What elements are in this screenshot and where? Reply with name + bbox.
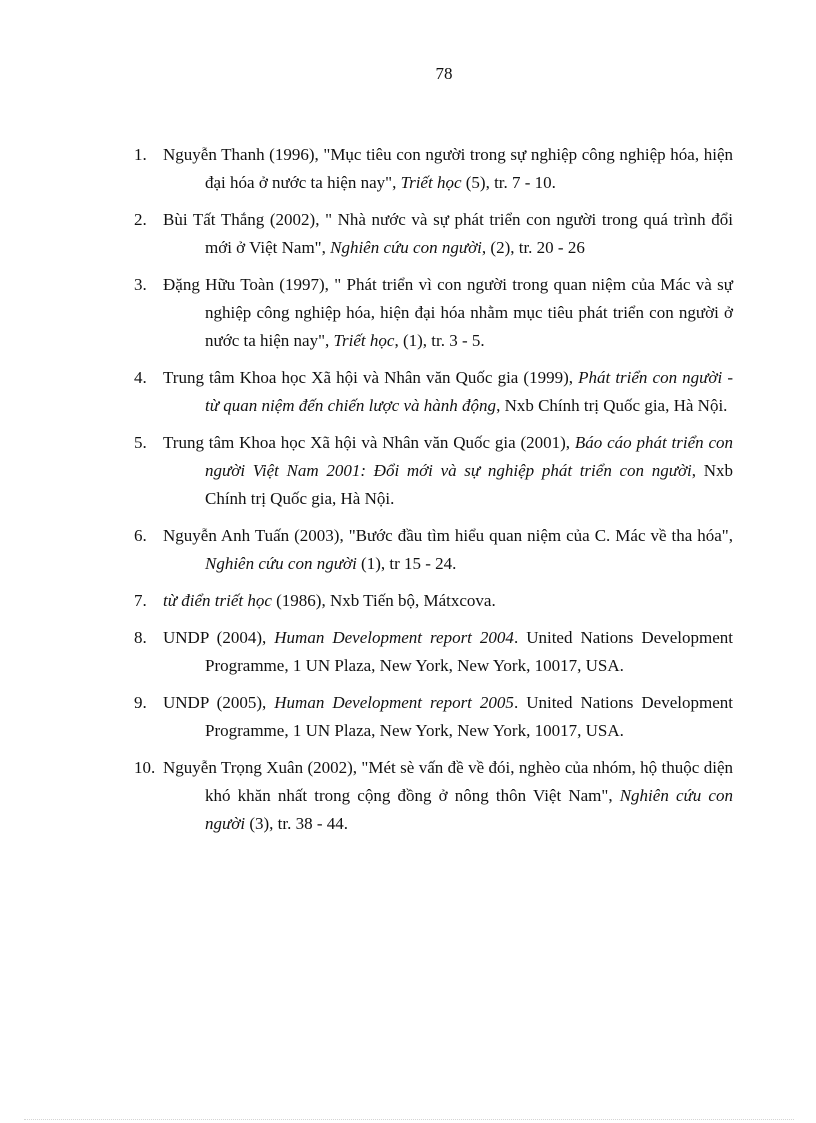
reference-text-part: Bùi Tất Thắng (2002), " Nhà nước và sự phát triển con người trong quá trình đổi mới ở Việt Nam", [163, 210, 733, 257]
reference-number: 8. [134, 628, 147, 647]
reference-text-part: UNDP (2004), [163, 628, 275, 647]
reference-title: Báo cáo phát triển con người Việt Nam 2001: Đổi mới và sự nghiệp phát triển con người [205, 433, 733, 480]
reference-text-part: Nguyễn Trọng Xuân (2002), "Mét sè vấn đề về đói, nghèo của nhóm, hộ thuộc diện khó khăn nhất trong cộng đồng ở nông thôn Việt Nam", [163, 758, 733, 805]
reference-item [0, 271, 816, 355]
reference-title: Phát triển con người - từ quan niệm đến chiến lược và hành động [205, 368, 733, 415]
reference-title: Triết học [400, 173, 462, 192]
reference-item [0, 429, 816, 513]
reference-item [0, 522, 816, 578]
reference-text [163, 271, 733, 355]
reference-number: 6. [134, 526, 147, 545]
reference-number: 1. [134, 145, 147, 164]
reference-text-part: Đặng Hữu Toàn (1997), " Phát triển vì con người trong quan niệm của Mác và sự nghiệp công nghiệp hóa, hiện đại hóa nhằm mục tiêu phát triển con người ở nước ta hiện nay", [163, 275, 733, 350]
reference-number: 4. [134, 368, 147, 387]
reference-text-part: . United Nations Development Programme, 1 UN Plaza, New York, New York, 10017, USA. [205, 693, 733, 740]
reference-number: 2. [134, 210, 147, 229]
reference-title: từ điển triết học [163, 591, 272, 610]
reference-list [0, 141, 816, 847]
reference-text [163, 364, 733, 420]
reference-text [163, 587, 733, 615]
reference-text-part: (1986), Nxb Tiến bộ, Mátxcova. [271, 591, 496, 610]
reference-text [163, 689, 733, 745]
reference-item [0, 206, 816, 262]
reference-text-part: Nguyễn Anh Tuấn (2003), "Bước đầu tìm hiểu quan niệm của C. Mác về tha hóa", [163, 526, 733, 545]
reference-text-part: (3), tr. 38 - 44. [245, 814, 349, 833]
reference-number: 7. [134, 591, 147, 610]
reference-number: 10. [134, 758, 156, 777]
reference-text-part: , Nxb Chính trị Quốc gia, Hà Nội. [496, 396, 728, 415]
reference-item [0, 754, 816, 838]
reference-text-part: Trung tâm Khoa học Xã hội và Nhân văn Quốc gia (2001), [163, 433, 575, 452]
reference-item [0, 689, 816, 745]
reference-text [163, 624, 733, 680]
reference-text-part: (5), tr. 7 - 10. [461, 173, 556, 192]
reference-title: Human Development report 2004 [274, 628, 514, 647]
footer-divider [24, 1119, 794, 1120]
reference-text [163, 206, 733, 262]
reference-text-part: Nguyễn Thanh (1996), "Mục tiêu con người trong sự nghiệp công nghiệp hóa, hiện đại hóa ở nước ta hiện nay", [163, 145, 733, 192]
reference-title: Triết học [333, 331, 395, 350]
reference-text-part: (1), tr 15 - 24. [356, 554, 457, 573]
reference-item [0, 141, 816, 197]
reference-item [0, 587, 816, 615]
reference-text [163, 754, 733, 838]
reference-number: 5. [134, 433, 147, 452]
reference-number: 3. [134, 275, 147, 294]
reference-title: Human Development report 2005 [274, 693, 514, 712]
reference-title: Nghiên cứu con người [205, 786, 733, 833]
reference-text-part: Trung tâm Khoa học Xã hội và Nhân văn Quốc gia (1999), [163, 368, 579, 387]
reference-text [163, 429, 733, 513]
reference-number: 9. [134, 693, 147, 712]
reference-item [0, 364, 816, 420]
reference-text-part: , (2), tr. 20 - 26 [481, 238, 585, 257]
reference-text-part: , (1), tr. 3 - 5. [394, 331, 485, 350]
reference-title: Nghiên cứu con người [205, 554, 357, 573]
reference-text-part: UNDP (2005), [163, 693, 275, 712]
reference-title: Nghiên cứu con người [330, 238, 482, 257]
reference-item [0, 624, 816, 680]
reference-text [163, 141, 733, 197]
reference-text [163, 522, 733, 578]
reference-text-part: , Nxb Chính trị Quốc gia, Hà Nội. [205, 461, 733, 508]
reference-text-part: . United Nations Development Programme, 1 UN Plaza, New York, New York, 10017, USA. [205, 628, 733, 675]
page-number: 78 [435, 64, 453, 83]
